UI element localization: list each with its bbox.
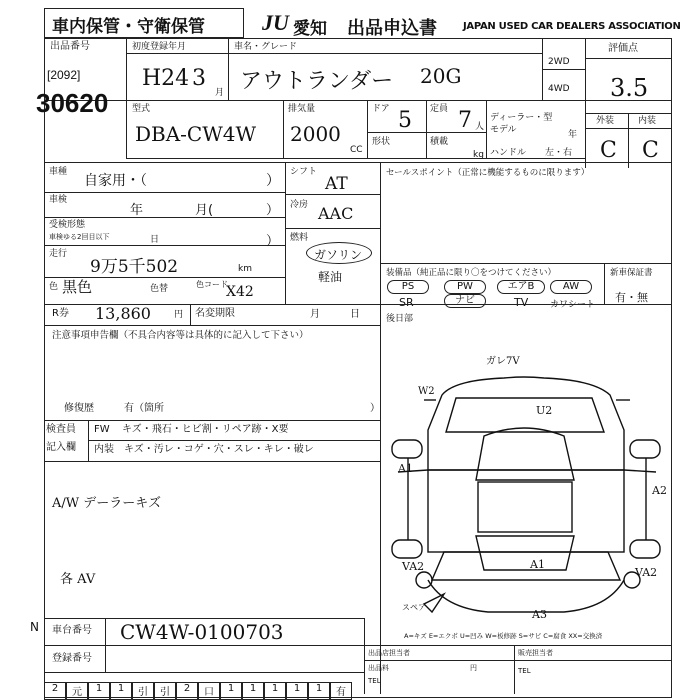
fuel-light-oil: 軽油 [318,270,343,284]
year-label: 年 [568,130,578,140]
r-ticket-amount: 13,860 [95,304,151,323]
footer-box: 1 [242,682,264,700]
grade: 20G [420,64,462,88]
exterior-label: 外装 [596,116,615,126]
lot-sub-number: [2092] [47,68,81,82]
model-year-label: モデル [490,125,517,135]
header-title: 出品申込書 [347,18,437,39]
load-label: 積載 [430,137,449,147]
evaluation-score: 3.5 [610,74,649,102]
transfer-note: 車検ゆる2回目以下 [49,233,110,241]
genuine-warranty-value: 有・無 [615,291,648,304]
rear-label: 後日部 [386,314,414,324]
n-mark: N [30,620,39,634]
interior-check-label: 内装 [94,444,114,455]
km-unit: km [238,264,252,274]
damage-mark-6: VA2 [402,560,425,573]
first-reg-month: 3 [192,66,206,91]
footer-box: 1 [110,682,132,700]
mileage-value: 9万5千502 [90,257,179,277]
footer-box: 引 [132,682,154,700]
r-ticket-yen: 円 [174,310,184,320]
cc-unit: CC [350,145,363,155]
equip-aw: AW [550,280,592,294]
repair-history-label: 修復歴 [64,403,94,414]
footer-box: 2 [176,682,198,700]
footer-box: 1 [286,682,308,700]
equipment-label: 装備品（純正品に限り〇をつけてください） [386,268,557,278]
equip-seat: カワシート [550,300,596,310]
equip-airbag: エアB [497,280,545,294]
ac-value: AAC [318,204,354,223]
footer-box: 1 [264,682,286,700]
capacity-label: 定員 [430,104,449,114]
equip-navi: ナビ [444,294,486,308]
damage-mark-9: A3 [532,608,547,621]
drive-4wd: 4WD [548,84,570,94]
damage-mark-7: A1 [530,558,545,571]
ju-logo: JU [262,10,289,35]
month-unit: 月 [215,88,225,98]
selling-points-label: セールスポイント（正常に機能するものに限ります） [386,168,590,178]
damage-mark-2: W2 [418,386,435,397]
kg-unit: kg [473,150,484,160]
evaluation-label: 評価点 [608,43,638,54]
equip-sr: SR [399,296,414,309]
damage-mark-4: A1 [398,462,413,475]
equip-pw: PW [444,280,486,294]
model-name-label: 車名・グレード [234,42,298,52]
transfer-close: ） [266,234,280,249]
exterior-grade: C [600,138,617,163]
capacity: 7 [458,108,472,133]
rename-day: 日 [350,309,360,320]
shift-label: シフト [290,167,318,177]
model-name: アウトランダー [240,69,394,94]
exhibitor-yen: 円 [470,664,477,672]
storage-label: 車内保管・守衛保管 [52,17,205,37]
exhibitor-label: 出品店担当者 [368,649,410,657]
inspection-month: 月( [195,203,214,218]
shape-label: 形状 [372,137,391,147]
footer-box: 1 [88,682,110,700]
damage-mark-5: A2 [652,484,667,497]
door-label: ドア [372,104,390,114]
footer-box: 元 [66,682,88,700]
footer-boxes [44,682,364,700]
fw-items: キズ・飛石・ヒビ割・リペア跡・X要 [122,424,289,435]
shift-value: AT [325,174,348,194]
footer-box: 1 [308,682,330,700]
color-change-label: 色替 [150,284,169,294]
damage-mark-8: VA2 [635,566,658,579]
inspection-label: 車検 [49,195,68,205]
exhibitor-fee-label: 出品料 [368,664,389,672]
damage-mark-3: U2 [536,404,553,417]
footer-box: 1 [220,682,242,700]
damage-legend: A=キズ E=エクボ U=凹み W=板修跡 S=サビ C=腐食 XX=交換済 [404,632,603,640]
footer-box: 引 [154,682,176,700]
mileage-label: 走行 [49,249,68,259]
spare-label: スペア [402,603,426,612]
handle-value: 左・右 [545,148,573,158]
ac-label: 冷房 [290,200,309,210]
exhibitor-tel: TEL [368,677,381,685]
color-label: 色 [49,282,59,292]
equip-tv: TV [514,296,529,309]
capacity-unit: 人 [475,122,485,132]
lot-number-label: 出品番号 [50,41,90,52]
lot-number: 30620 [36,88,109,118]
inspection-year: 年 [130,203,144,218]
repair-history-value: 有（箇所 [124,403,164,414]
equip-ps: PS [387,280,429,294]
genuine-warranty-label: 新車保証書 [610,268,653,278]
displacement: 2000 [290,122,341,146]
model-code-label: 型式 [132,104,151,114]
displacement-label: 排気量 [288,104,316,114]
association-name: JAPAN USED CAR DEALERS ASSOCIATION [463,21,681,32]
car-type-close: ） [266,173,280,189]
first-reg-year: H24 [142,66,190,91]
car-type-value: 自家用・（ [84,173,147,189]
handle-label: ハンドル [490,148,527,158]
first-reg-label: 初度登録年月 [132,42,187,52]
car-type-label: 車種 [49,167,68,177]
footer-box: 有 [330,682,352,700]
registration-number-label: 登録番号 [52,653,92,664]
car-damage-diagram [384,340,672,630]
inspector-label: 検査員 [46,424,76,435]
fuel-label: 燃料 [290,233,309,243]
sale-tel: TEL [518,667,531,675]
handwritten-note-2: 各 AV [60,572,96,587]
handwritten-note-1: A/W デーラーキズ [52,496,162,511]
interior-grade: C [642,138,659,163]
fw-label: FW [94,424,110,435]
repair-history-close: ） [370,403,380,414]
interior-check-items: キズ・汚レ・コゲ・穴・スレ・キレ・破レ [124,444,314,455]
r-ticket-label: R券 [52,308,69,319]
color-code: X42 [226,284,254,300]
header-aichi: 愛知 [293,19,327,39]
interior-label: 内装 [638,116,657,126]
color-code-label: 色コード [196,280,228,289]
chassis-label: 車台番号 [52,625,92,636]
rename-month: 月 [310,309,320,320]
transfer-day: 日 [150,235,160,245]
recorder-label: 記入欄 [46,442,76,453]
drive-2wd: 2WD [548,57,570,67]
notes-label: 注意事項申告欄（不具合内容等は具体的に記入して下さい） [52,330,309,341]
damage-mark-1: ガレ7V [486,356,520,367]
inspection-close: ） [266,203,280,218]
transfer-label: 受検形態 [49,220,86,230]
footer-box: 口 [198,682,220,700]
chassis-number: CW4W-0100703 [120,620,284,644]
fuel-gas: ガソリン [314,248,363,262]
dealer-label: ディーラー・型 [490,113,553,123]
sale-person-label: 販売担当者 [518,649,553,657]
color-value: 黒色 [62,278,93,296]
rename-period-label: 名変期限 [195,308,235,319]
footer-box: 2 [44,682,66,700]
door-count: 5 [398,108,412,133]
model-code: DBA-CW4W [135,122,257,146]
